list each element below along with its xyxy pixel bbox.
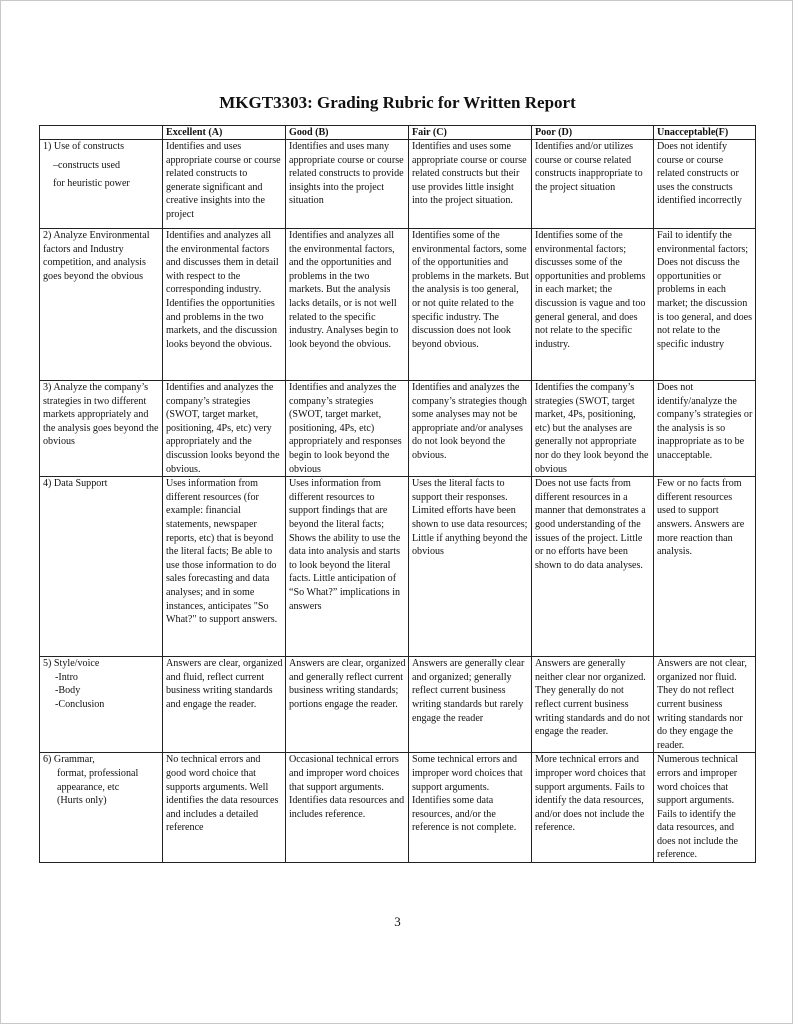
table-row xyxy=(40,381,756,477)
header-good: Good (B) xyxy=(286,126,409,140)
header-excellent: Excellent (A) xyxy=(163,126,286,140)
rubric-cell-fair: Some technical errors and improper word choices that support arguments. Identifies some data resources, and/or the reference is not complete. xyxy=(409,753,532,863)
rubric-cell-fair: Answers are generally clear and organized; generally reflect current business writing standards but rarely engage the reader xyxy=(409,657,532,753)
header-fair: Fair (C) xyxy=(409,126,532,140)
rubric-cell-excellent: No technical errors and good word choice that supports arguments. Well identifies the data resources and includes a detailed reference xyxy=(163,753,286,863)
header-unacceptable: Unacceptable(F) xyxy=(654,126,756,140)
criterion-cell xyxy=(40,657,163,753)
criterion-subtext: -Intro xyxy=(55,671,78,683)
rubric-cell-poor: Answers are generally neither clear nor organized. They generally do not reflect current business writing standards and do not engage the reader. xyxy=(532,657,654,753)
table-row xyxy=(40,229,756,381)
criterion-cell: 2) Analyze Environmental factors and Industry competition, and analysis goes beyond the obvious xyxy=(40,229,163,381)
rubric-cell-poor: Does not use facts from different resources in a manner that demonstrates a good understanding of the issues of the project. Little or no efforts have been shown to do data analyses. xyxy=(532,477,654,657)
criterion-title: 6) Grammar, xyxy=(43,754,95,766)
rubric-cell-unacceptable: Fail to identify the environmental factors; Does not discuss the opportunities or problems in each market; the discussion is too general, and does not relate to the specific industry xyxy=(654,229,756,381)
criterion-subtext: format, professional xyxy=(57,767,139,779)
header-row xyxy=(40,126,756,140)
criterion-subtext: -Conclusion xyxy=(55,698,105,710)
rubric-cell-good: Uses information from different resources to support findings that are beyond the literal facts; Shows the ability to use the data into analysis and starts to look beyond the literal facts. Little anticipation of “So What?” implications in answers xyxy=(286,477,409,657)
table-row xyxy=(40,753,756,863)
criterion-cell xyxy=(40,140,163,229)
rubric-cell-fair: Identifies and uses some appropriate course or course related constructs but their use provides little insight into the project situation. xyxy=(409,140,532,229)
rubric-cell-excellent: Identifies and uses appropriate course or course related constructs to generate significant and creative insights into the project xyxy=(163,140,286,229)
rubric-cell-poor: Identifies some of the environmental factors; discusses some of the opportunities and problems in each market; the discussion is vague and too general general, and does not relate to the specific industry. xyxy=(532,229,654,381)
rubric-cell-excellent: Identifies and analyzes all the environmental factors and discusses them in detail with respect to the corresponding industry. Identifies the opportunities and problems in the two markets, and the discussion looks beyond the obvious. xyxy=(163,229,286,381)
rubric-cell-poor: Identifies and/or utilizes course or course related constructs inappropriate to the project situation xyxy=(532,140,654,229)
criterion-subtext: -Body xyxy=(55,685,81,697)
criterion-title: 5) Style/voice xyxy=(43,658,100,670)
criterion-subtext: for heuristic power xyxy=(53,178,130,190)
criterion-cell: 4) Data Support xyxy=(40,477,163,657)
criterion-cell xyxy=(40,753,163,863)
rubric-cell-good: Answers are clear, organized and generally reflect current business writing standards; portions engage the reader. xyxy=(286,657,409,753)
page-title: MKGT3303: Grading Rubric for Written Report xyxy=(219,93,576,112)
rubric-cell-good: Occasional technical errors and improper word choices that support arguments. Identifies data resources and includes reference. xyxy=(286,753,409,863)
grading-rubric-table xyxy=(39,125,756,863)
criterion-subtext: (Hurts only) xyxy=(57,795,107,807)
rubric-cell-unacceptable: Answers are not clear, organized nor fluid. They do not reflect current business writing standards nor do they engage the reader. xyxy=(654,657,756,753)
page-number: 3 xyxy=(394,914,401,929)
criterion-subtext: –constructs used xyxy=(53,159,120,171)
criterion-title: 1) Use of constructs xyxy=(43,141,125,152)
header-poor: Poor (D) xyxy=(532,126,654,140)
table-row xyxy=(40,140,756,229)
rubric-cell-fair: Identifies and analyzes the company’s strategies though some analyses may not be appropriate and/or analyses do not look beyond the obvious. xyxy=(409,381,532,477)
table-row xyxy=(40,477,756,657)
header-blank xyxy=(40,126,163,140)
rubric-cell-excellent: Identifies and analyzes the company’s strategies (SWOT, target market, positioning, 4Ps, etc) very appropriately and the discussion looks beyond the obvious. xyxy=(163,381,286,477)
rubric-cell-poor: Identifies the company’s strategies (SWOT, target market, 4Ps, positioning, etc) but the analyses are generally not appropriate nor do they look beyond the obvious xyxy=(532,381,654,477)
criterion-subtext: appearance, etc xyxy=(57,781,120,793)
rubric-cell-excellent: Answers are clear, organized and fluid, reflect current business writing standards and engage the reader. xyxy=(163,657,286,753)
rubric-cell-unacceptable: Does not identify/analyze the company’s strategies or the analysis is so inappropriate as to be unacceptable. xyxy=(654,381,756,477)
rubric-cell-unacceptable: Few or no facts from different resources used to support answers. Answers are more reaction than analysis. xyxy=(654,477,756,657)
rubric-cell-unacceptable: Does not identify course or course related constructs or uses the constructs identified incorrectly xyxy=(654,140,756,229)
rubric-cell-poor: More technical errors and improper word choices that support arguments. Fails to identify the data resources, and/or does not include the reference. xyxy=(532,753,654,863)
rubric-cell-fair: Identifies some of the environmental factors, some of the opportunities and problems in the markets. But the analysis is too general, or not quite related to the specific industry. The discussion does not look beyond obvious. xyxy=(409,229,532,381)
rubric-cell-good: Identifies and analyzes the company’s strategies (SWOT, target market, positioning, 4Ps, etc) appropriately and responses begin to look beyond the obvious xyxy=(286,381,409,477)
table-row xyxy=(40,657,756,753)
rubric-cell-good: Identifies and uses many appropriate course or course related constructs to provide insights into the project situation xyxy=(286,140,409,229)
rubric-cell-good: Identifies and analyzes all the environmental factors, and the opportunities and problems in the two markets. But the analysis lacks details, or is not well related to the specific industry. Analyses begin to look beyond the obvious. xyxy=(286,229,409,381)
criterion-cell: 3) Analyze the company’s strategies in two different markets appropriately and the analysis goes beyond the obvious xyxy=(40,381,163,477)
rubric-cell-excellent: Uses information from different resources (for example: financial statements, newspaper reports, etc) that is beyond the literal facts; Be able to use those information to do sales forecasting and data analyses; and in some instances, anticipates "So What?" to support answers. xyxy=(163,477,286,657)
rubric-cell-unacceptable: Numerous technical errors and improper word choices that support arguments. Fails to identify the data resources, and does not include the reference. xyxy=(654,753,756,863)
rubric-cell-fair: Uses the literal facts to support their responses. Limited efforts have been shown to use data resources; Little if anything beyond the obvious xyxy=(409,477,532,657)
